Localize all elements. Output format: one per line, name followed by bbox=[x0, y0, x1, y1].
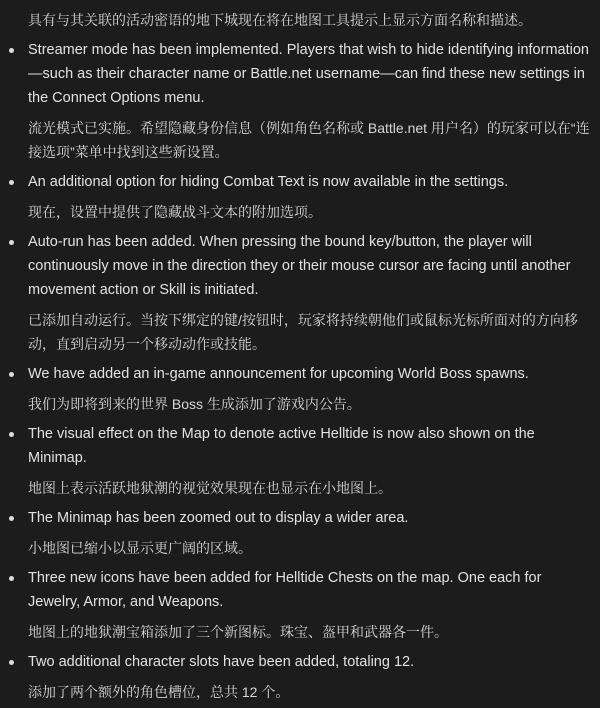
english-note: An additional option for hiding Combat Text is now available in the settings. bbox=[28, 174, 509, 190]
bullet-icon bbox=[9, 516, 14, 521]
bullet-icon bbox=[9, 372, 14, 377]
english-note: Streamer mode has been implemented. Players that wish to hide identifying information—such as their character name or Battle.net username—can find these new settings in the Connect Options menu. bbox=[28, 42, 589, 106]
chinese-note: 地图上的地狱潮宝箱添加了三个新图标。珠宝、盔甲和武器各一件。 bbox=[28, 624, 448, 640]
intro-text: 具有与其关联的活动密语的地下城现在将在地图工具提示上显示方面名称和描述。 bbox=[28, 12, 532, 28]
english-note: The Minimap has been zoomed out to display a wider area. bbox=[28, 510, 409, 526]
bullet-icon bbox=[9, 432, 14, 437]
bullet-icon bbox=[9, 48, 14, 53]
chinese-note: 地图上表示活跃地狱潮的视觉效果现在也显示在小地图上。 bbox=[28, 480, 392, 496]
english-note: We have added an in-game announcement for upcoming World Boss spawns. bbox=[28, 366, 529, 382]
chinese-note: 添加了两个额外的角色槽位，总共 12 个。 bbox=[28, 684, 290, 700]
english-note: Two additional character slots have been added, totaling 12. bbox=[28, 654, 415, 670]
bullet-icon bbox=[9, 660, 14, 665]
chinese-note: 现在，设置中提供了隐藏战斗文本的附加选项。 bbox=[28, 204, 322, 220]
bullet-icon bbox=[9, 180, 14, 185]
english-note: Auto-run has been added. When pressing the bound key/button, the player will continuously move in the direction they or their mouse cursor are facing until another movement action or Skill is initiated. bbox=[28, 234, 571, 298]
chinese-note: 已添加自动运行。当按下绑定的键/按钮时，玩家将持续朝他们或鼠标光标所面对的方向移动，直到启动另一个移动动作或技能。 bbox=[28, 312, 578, 352]
chinese-note: 小地图已缩小以显示更广阔的区域。 bbox=[28, 540, 252, 556]
chinese-note: 流光模式已实施。希望隐藏身份信息（例如角色名称或 Battle.net 用户名）的玩家可以在“连接选项”菜单中找到这些新设置。 bbox=[28, 120, 590, 160]
bullet-icon bbox=[9, 576, 14, 581]
english-note: The visual effect on the Map to denote active Helltide is now also shown on the Minimap. bbox=[28, 426, 535, 466]
chinese-note: 我们为即将到来的世界 Boss 生成添加了游戏内公告。 bbox=[28, 396, 361, 412]
bullet-icon bbox=[9, 240, 14, 245]
english-note: Three new icons have been added for Helltide Chests on the map. One each for Jewelry, Armor, and Weapons. bbox=[28, 570, 542, 610]
